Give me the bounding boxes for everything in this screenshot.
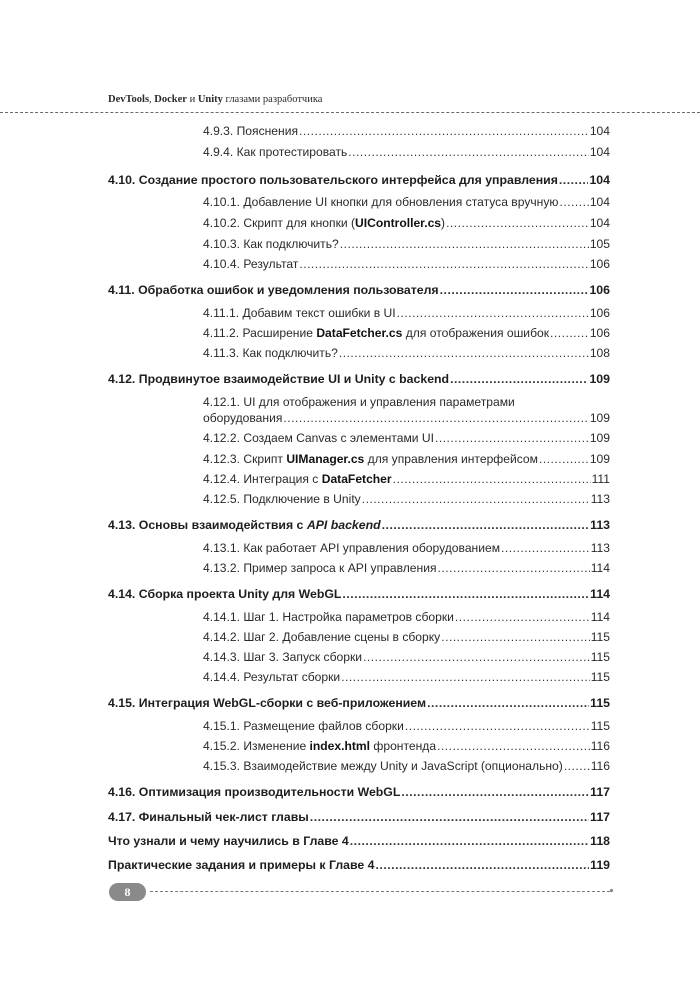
dot-leader	[340, 237, 589, 251]
toc-entry-4-15-3[interactable]	[203, 759, 610, 773]
toc-entry-title: 4.9.4. Как протестировать	[203, 145, 348, 159]
toc-entry-title: 4.15.1. Размещение файлов сборки	[203, 719, 404, 733]
title-text: 4.12.4. Интеграция с	[203, 472, 322, 486]
toc-section-practice[interactable]	[108, 858, 610, 872]
toc-page-number: 109	[589, 452, 610, 466]
toc-entry-4-14-1[interactable]	[203, 610, 610, 624]
toc-entry-4-15-2[interactable]	[203, 739, 610, 753]
title-text: 4.11.2. Расширение	[203, 326, 317, 340]
toc-section-title: 4.16. Оптимизация производительности WebGL	[108, 785, 401, 799]
code-name: UIController.cs	[355, 216, 442, 230]
toc-entry-4-12-1[interactable]	[203, 411, 610, 425]
toc-entry-4-12-3[interactable]	[203, 452, 610, 466]
toc-section-4-16[interactable]	[108, 785, 610, 799]
running-header	[108, 94, 322, 105]
toc-section-4-14[interactable]	[108, 587, 610, 601]
title-text-after: для отображения ошибок	[402, 326, 550, 340]
code-name: UIManager.cs	[286, 452, 365, 466]
dot-leader	[350, 834, 589, 848]
dot-leader	[446, 216, 589, 230]
toc-page-number: 115	[590, 670, 610, 684]
toc-entry-title: 4.12.2. Создаем Canvas с элементами UI	[203, 431, 434, 445]
toc-page-number: 113	[590, 541, 610, 555]
dot-leader	[310, 810, 589, 824]
toc-page-number: 105	[589, 237, 610, 251]
toc-entry-4-14-2[interactable]	[203, 630, 610, 644]
dot-leader	[455, 610, 590, 624]
toc-entry-title: 4.10.3. Как подключить?	[203, 237, 339, 251]
toc-entry-4-12-1-line1[interactable]: 4.12.1. UI для отображения и управления параметрами	[203, 395, 515, 409]
toc-entry-title	[203, 739, 436, 753]
dot-leader	[375, 858, 589, 872]
toc-section-title: 4.14. Сборка проекта Unity для WebGL	[108, 587, 342, 601]
title-text: 4.10.2. Скрипт для кнопки (	[203, 216, 355, 230]
toc-section-title: 4.17. Финальный чек-лист главы	[108, 810, 309, 824]
dot-leader	[564, 759, 590, 773]
dot-leader	[437, 739, 590, 753]
toc-entry-4-14-4[interactable]	[203, 670, 610, 684]
toc-section-title: Что узнали и чему научились в Главе 4	[108, 834, 349, 848]
code-name: index.html	[309, 739, 371, 753]
toc-entry-title: 4.14.4. Результат сборки	[203, 670, 341, 684]
code-name: DataFetcher.cs	[316, 326, 403, 340]
toc-entry-title	[203, 452, 538, 466]
toc-section-4-15[interactable]	[108, 696, 610, 710]
header-devtools: DevTools	[108, 94, 150, 105]
toc-entry-4-9-4[interactable]	[203, 145, 610, 159]
toc-page-number: 115	[590, 630, 610, 644]
dot-leader	[435, 431, 589, 445]
dot-leader	[539, 452, 589, 466]
dot-leader	[341, 670, 590, 684]
toc-page-number: 109	[589, 431, 610, 445]
toc-entry-4-11-1[interactable]	[203, 306, 610, 320]
title-italic: API backend	[306, 518, 381, 532]
toc-page-number: 109	[589, 372, 610, 386]
toc-entry-title: оборудования	[203, 411, 283, 425]
title-text-after: для управления интерфейсом	[364, 452, 538, 466]
title-text: 4.15.2. Изменение	[203, 739, 310, 753]
toc-page-number: 106	[589, 283, 610, 297]
toc-section-4-17[interactable]	[108, 810, 610, 824]
header-rest: глазами разработчика	[222, 94, 323, 105]
toc-entry-4-13-1[interactable]	[203, 541, 610, 555]
toc-page-number: 117	[590, 785, 610, 799]
toc-section-summary[interactable]	[108, 834, 610, 848]
toc-entry-4-12-2[interactable]	[203, 431, 610, 445]
dot-leader	[427, 696, 589, 710]
toc-entry-title: 4.13.1. Как работает API управления оборудованием	[203, 541, 501, 555]
toc-entry-title: 4.10.1. Добавление UI кнопки для обновления статуса вручную	[203, 195, 559, 209]
toc-page-number: 106	[589, 306, 610, 320]
dot-leader	[299, 124, 589, 138]
toc-page-number: 113	[590, 492, 610, 506]
dot-leader	[283, 411, 588, 425]
toc-entry-title: 4.15.3. Взаимодействие между Unity и JavaScript (опционально)	[203, 759, 563, 773]
toc-section-title: 4.15. Интеграция WebGL-сборки с веб-приложением	[108, 696, 427, 710]
toc-section-4-13[interactable]	[108, 518, 610, 532]
toc-section-title: 4.12. Продвинутое взаимодействие UI и Unity с backend	[108, 372, 450, 386]
header-docker: Docker	[154, 94, 187, 105]
code-name: DataFetcher	[321, 472, 392, 486]
toc-page-number: 116	[590, 739, 610, 753]
toc-page-number: 113	[590, 518, 610, 532]
toc-entry-title: 4.14.3. Шаг 3. Запуск сборки	[203, 650, 363, 664]
toc-entry-title: 4.11.1. Добавим текст ошибки в UI	[203, 306, 396, 320]
dot-leader	[401, 785, 589, 799]
dot-leader	[393, 472, 591, 486]
page-number-badge: 8	[109, 883, 146, 901]
toc-page-number: 109	[589, 411, 610, 425]
toc-section-title: 4.10. Создание простого пользовательского интерфейса для управления	[108, 173, 558, 187]
toc-entry-4-11-2[interactable]	[203, 326, 610, 340]
toc-entry-title	[203, 216, 445, 230]
title-text-after: )	[441, 216, 446, 230]
footer-divider	[150, 891, 610, 892]
toc-section-4-10[interactable]	[108, 173, 610, 187]
dot-leader	[363, 650, 590, 664]
toc-entry-4-9-3[interactable]	[203, 124, 610, 138]
dot-leader	[342, 587, 589, 601]
dot-leader	[440, 283, 589, 297]
toc-entry-4-11-3[interactable]	[203, 346, 610, 360]
toc-page-number: 111	[591, 472, 610, 486]
header-divider	[0, 112, 700, 113]
toc-entry-title: 4.14.2. Шаг 2. Добавление сцены в сборку	[203, 630, 441, 644]
toc-page-number: 118	[590, 834, 610, 848]
toc-section-4-12[interactable]	[108, 372, 610, 386]
toc-page-number: 104	[589, 195, 610, 209]
toc-page-number: 114	[590, 561, 610, 575]
dot-leader	[339, 346, 589, 360]
toc-page-number: 115	[590, 719, 610, 733]
toc-page-number: 104	[589, 173, 610, 187]
toc-entry-4-12-4[interactable]	[203, 472, 610, 486]
toc-page-number: 104	[589, 216, 610, 230]
header-sep-2: и	[186, 94, 198, 105]
dot-leader	[501, 541, 590, 555]
header-sep-1: ,	[149, 94, 155, 105]
header-unity: Unity	[197, 94, 223, 105]
toc-entry-4-10-2[interactable]	[203, 216, 610, 230]
toc-entry-4-13-2[interactable]	[203, 561, 610, 575]
toc-section-title	[108, 518, 381, 532]
toc-entry-title: 4.11.3. Как подключить?	[203, 346, 338, 360]
toc-page-number: 104	[589, 124, 610, 138]
toc-page-number: 116	[590, 759, 610, 773]
toc-section-title: Практические задания и примеры к Главе 4	[108, 858, 375, 872]
toc-entry-4-14-3[interactable]	[203, 650, 610, 664]
toc-page-number: 106	[589, 257, 610, 271]
dot-leader	[550, 326, 589, 340]
dot-leader	[362, 492, 590, 506]
title-text: 4.13. Основы взаимодействия с	[108, 518, 307, 532]
title-text: 4.12.3. Скрипт	[203, 452, 287, 466]
toc-entry-4-15-1[interactable]	[203, 719, 610, 733]
toc-page-number: 104	[589, 145, 610, 159]
toc-entry-title: 4.14.1. Шаг 1. Настройка параметров сборки	[203, 610, 454, 624]
dot-leader	[450, 372, 588, 386]
toc-entry-title: 4.12.5. Подключение в Unity	[203, 492, 361, 506]
toc-page-number: 106	[589, 326, 610, 340]
toc-page-number: 114	[590, 610, 610, 624]
dot-leader	[441, 630, 589, 644]
toc-page-number: 114	[590, 587, 610, 601]
toc-entry-4-10-4[interactable]	[203, 257, 610, 271]
toc-section-4-11[interactable]	[108, 283, 610, 297]
toc-page-number: 115	[590, 696, 610, 710]
toc-entry-4-12-5[interactable]	[203, 492, 610, 506]
dot-leader	[438, 561, 590, 575]
dot-leader	[397, 306, 589, 320]
dot-leader	[348, 145, 589, 159]
toc-page-number: 117	[590, 810, 610, 824]
dot-leader	[299, 257, 588, 271]
toc-entry-title: 4.13.2. Пример запроса к API управления	[203, 561, 437, 575]
dot-leader	[382, 518, 590, 532]
dot-leader	[559, 173, 589, 187]
toc-entry-4-10-3[interactable]	[203, 237, 610, 251]
toc-entry-4-10-1[interactable]	[203, 195, 610, 209]
dot-leader	[559, 195, 588, 209]
toc-page-number: 115	[590, 650, 610, 664]
toc-entry-title: 4.9.3. Пояснения	[203, 124, 299, 138]
toc-entry-title: 4.10.4. Результат	[203, 257, 299, 271]
toc-entry-title	[203, 472, 392, 486]
title-text-after: фронтенда	[370, 739, 437, 753]
toc-page-number: 108	[589, 346, 610, 360]
toc-entry-title	[203, 326, 549, 340]
toc-page-number: 119	[590, 858, 610, 872]
dot-leader	[405, 719, 590, 733]
toc-section-title: 4.11. Обработка ошибок и уведомления пользователя	[108, 283, 439, 297]
